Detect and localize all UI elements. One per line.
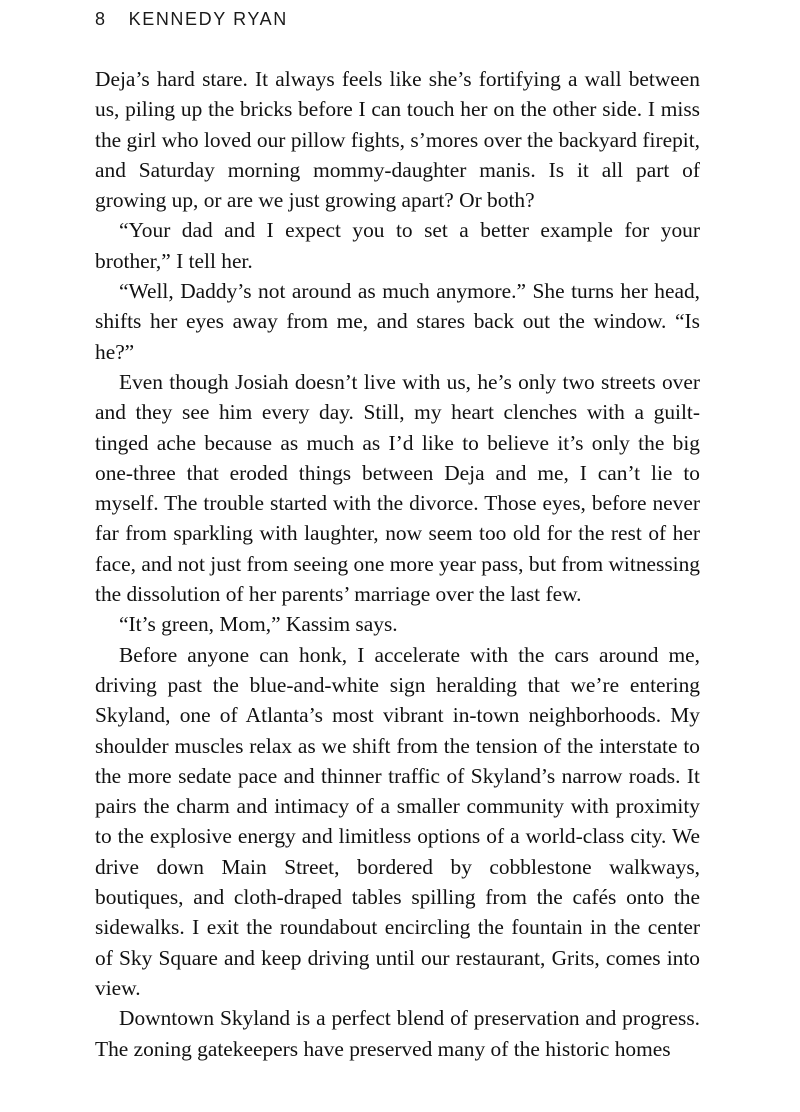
paragraph-dialogue-dad: “Your dad and I expect you to set a better example for your brother,” I tell her.: [95, 218, 700, 273]
author-name: KENNEDY RYAN: [128, 9, 288, 29]
paragraph-continued: Deja’s hard stare. It always feels like she’s fortifying a wall between us, piling up the bricks before I can touch her on the other side. I miss the girl who loved our pillow fights, s’mores over the backyard firepit, and Saturday morning mommy-daughter manis. Is it all part of growing up, or are we just growing apart? Or both?: [95, 67, 700, 213]
paragraph-josiah: Even though Josiah doesn’t live with us, he’s only two streets over and they see him every day. Still, my heart clenches with a guilt-tinged ache because as much as I’d like to believe it’s only the big one-three that eroded things between Deja and me, I can’t lie to myself. The trouble started with the divorce. Those eyes, before never far from sparkling with laughter, now seem too old for the rest of her face, and not just from seeing one more year pass, but from witnessing the dissolution of her parents’ marriage over the last few.: [95, 369, 700, 607]
body-text: [95, 64, 700, 1064]
paragraph-dialogue-daddy: “Well, Daddy’s not around as much anymore.” She turns her head, shifts her eyes away from me, and stares back out the window. “Is he?”: [95, 279, 700, 364]
paragraph-green-light: “It’s green, Mom,” Kassim says.: [119, 612, 398, 637]
running-head: [95, 9, 288, 30]
paragraph-skyland-drive: Before anyone can honk, I accelerate with the cars around me, driving past the blue-and-white sign heralding that we’re entering Skyland, one of Atlanta’s most vibrant in-town neighborhoods. My shoulder muscles relax as we shift from the tension of the interstate to the more sedate pace and thinner traffic of Skyland’s narrow roads. It pairs the charm and intimacy of a smaller community with proximity to the explosive energy and limitless options of a world-class city. We drive down Main Street, bordered by cobblestone walkways, boutiques, and cloth-draped tables spilling from the cafés onto the sidewalks. I exit the roundabout encircling the fountain in the center of Sky Square and keep driving until our restaurant, Grits, comes into view.: [95, 642, 700, 1000]
paragraph-downtown-skyland: Downtown Skyland is a perfect blend of preservation and progress. The zoning gatekeepers have preserved many of the historic homes: [95, 1006, 700, 1061]
page-number: 8: [95, 9, 107, 29]
